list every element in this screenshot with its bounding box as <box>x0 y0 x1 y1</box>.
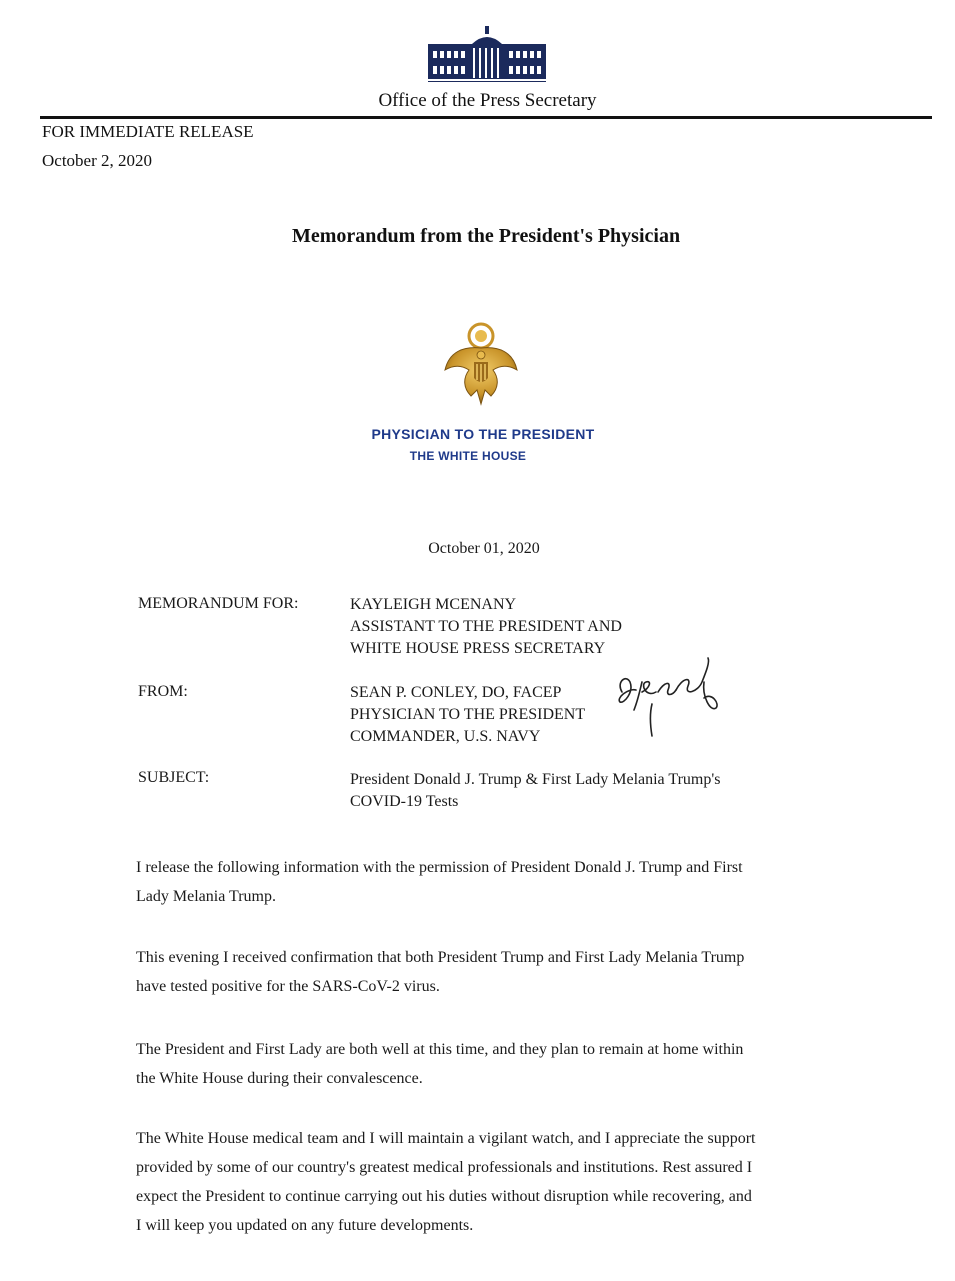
body-line: Lady Melania Trump. <box>136 888 276 905</box>
from-line: SEAN P. CONLEY, DO, FACEP <box>350 684 562 701</box>
release-date: October 2, 2020 <box>42 151 153 170</box>
body-line: expect the President to continue carrying out his duties without disruption while recovering, and <box>136 1188 752 1205</box>
body-paragraph-3 <box>136 1035 826 1093</box>
subject-label: SUBJECT: <box>138 769 210 786</box>
memo-for-line: WHITE HOUSE PRESS SECRETARY <box>350 640 606 657</box>
body-line: have tested positive for the SARS-CoV-2 virus. <box>136 978 440 995</box>
body-line: the White House during their convalescence. <box>136 1070 423 1087</box>
from-line: PHYSICIAN TO THE PRESIDENT <box>350 706 586 723</box>
presidential-eagle-seal-icon <box>441 322 521 410</box>
memo-for-line: ASSISTANT TO THE PRESIDENT AND <box>350 618 622 635</box>
from-value <box>350 682 585 748</box>
header-rule <box>40 116 932 119</box>
memo-heading: Memorandum from the President's Physician <box>291 225 681 247</box>
body-line: The President and First Lady are both well at this time, and they plan to remain at home within <box>136 1041 744 1058</box>
body-line: The White House medical team and I will maintain a vigilant watch, and I appreciate the support <box>136 1130 756 1147</box>
from-line: COMMANDER, U.S. NAVY <box>350 728 541 745</box>
body-paragraph-1 <box>136 853 826 911</box>
subject-line: COVID-19 Tests <box>350 793 459 810</box>
subject-value <box>350 769 720 813</box>
letterhead-title: PHYSICIAN TO THE PRESIDENT <box>371 426 595 442</box>
letter-date: October 01, 2020 <box>428 540 540 557</box>
office-title: Office of the Press Secretary <box>378 90 597 111</box>
letterhead-subtitle: THE WHITE HOUSE <box>409 449 527 463</box>
memo-for-label: MEMORANDUM FOR: <box>138 595 299 612</box>
body-line: I will keep you updated on any future developments. <box>136 1217 474 1234</box>
body-line: provided by some of our country's greatest medical professionals and institutions. Rest assured I <box>136 1159 753 1176</box>
body-paragraph-2 <box>136 943 826 1001</box>
handwritten-signature-icon <box>612 652 732 738</box>
body-line: I release the following information with the permission of President Donald J. Trump and First <box>136 859 743 876</box>
memo-for-value <box>350 594 622 660</box>
white-house-logo-icon <box>426 24 548 84</box>
body-paragraph-4 <box>136 1124 826 1240</box>
memo-for-line: KAYLEIGH MCENANY <box>350 596 517 613</box>
release-label: FOR IMMEDIATE RELEASE <box>42 122 254 141</box>
body-line: This evening I received confirmation that both President Trump and First Lady Melania Trump <box>136 949 745 966</box>
from-label: FROM: <box>138 683 188 700</box>
subject-line: President Donald J. Trump & First Lady Melania Trump's <box>350 771 721 788</box>
